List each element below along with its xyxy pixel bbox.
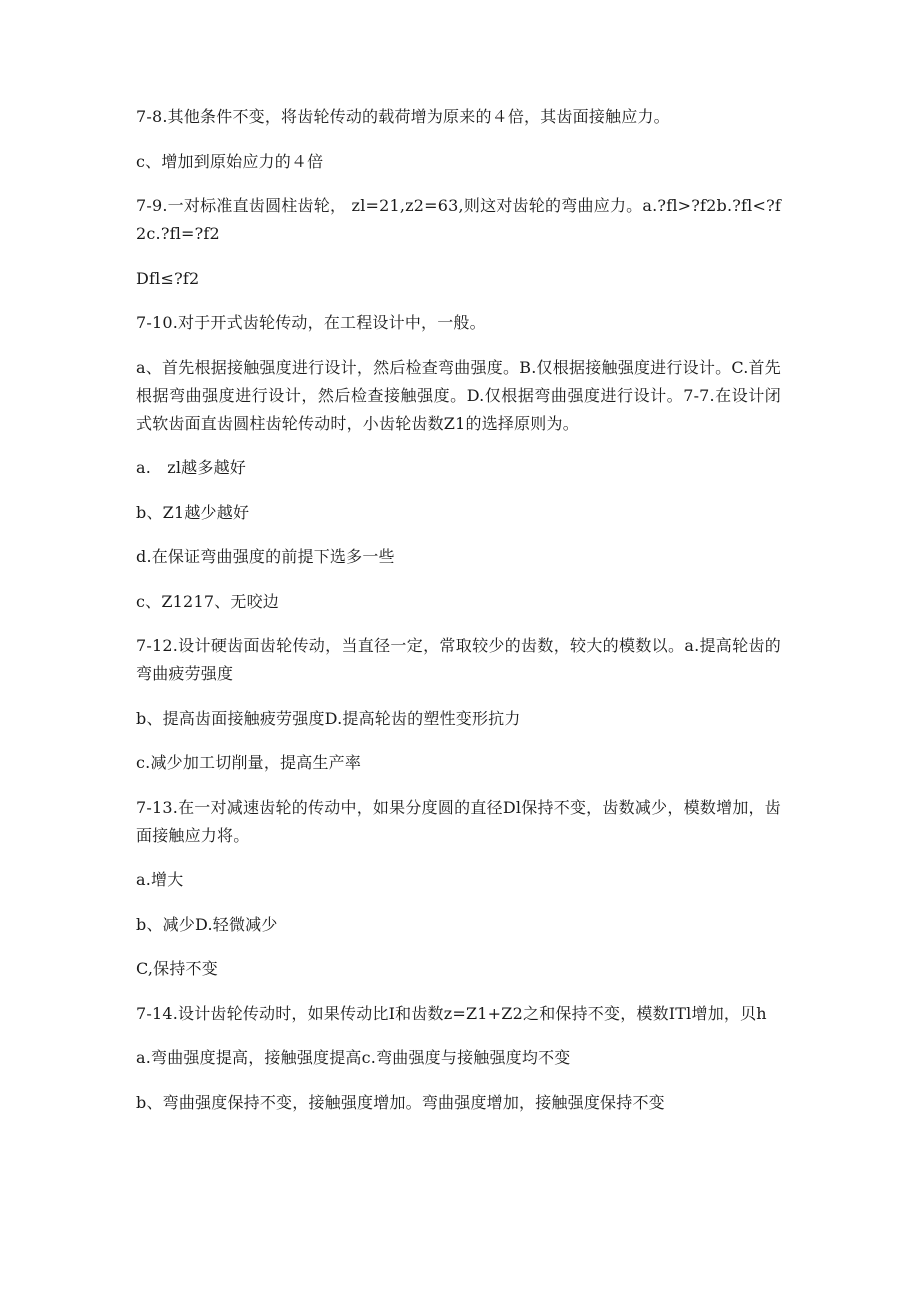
answer-option: c.减少加工切削量，提高生产率 — [136, 753, 362, 772]
question-7-8: 7-8.其他条件不变，将齿轮传动的载荷增为原来的４倍，其齿面接触应力。 — [136, 107, 670, 126]
answer-option: a.弯曲强度提高，接触强度提高c.弯曲强度与接触强度均不变 — [136, 1048, 571, 1067]
answer-option: a.增大 — [136, 870, 184, 889]
answer-option: d.在保证弯曲强度的前提下选多一些 — [136, 547, 395, 566]
answer-option: Dfl≤?f2 — [136, 268, 200, 288]
question-7-14: 7-14.设计齿轮传动时，如果传动比I和齿数z=Z1+Z2之和保持不变，模数ITl增加，贝h — [136, 1003, 767, 1023]
answer-option: c、增加到原始应力的４倍 — [136, 151, 324, 171]
question-7-13: 7-13.在一对减速齿轮的传动中，如果分度圆的直径Dl保持不变，齿数减少，模数增加，齿面接触应力将。 — [136, 797, 781, 845]
answer-option: C,保持不变 — [136, 959, 218, 978]
question-7-10: 7-10.对于开式齿轮传动，在工程设计中，一般。 — [136, 313, 486, 332]
answer-option: c、Z1217、无咬边 — [136, 591, 279, 611]
question-7-12: 7-12.设计硬齿面齿轮传动，当直径一定，常取较少的齿数，较大的模数以。a.提高轮齿的弯曲疲劳强度 — [136, 636, 781, 683]
answer-option: b、弯曲强度保持不变，接触强度增加。弯曲强度增加，接触强度保持不变 — [136, 1092, 665, 1112]
answer-options-block: a、首先根据接触强度进行设计，然后检查弯曲强度。B.仅根据接触强度进行设计。C.首先根据弯曲强度进行设计，然后检查接触强度。D.仅根据弯曲强度进行设计。7-7.在设计闭式软齿面直齿圆柱齿轮传动时，小齿轮齿数Z1的选择原则为。 — [136, 357, 781, 433]
answer-option: b、Z1越少越好 — [136, 502, 250, 522]
answer-option: a. zl越多越好 — [136, 458, 246, 477]
question-7-9: 7-9.一对标准直齿圆柱齿轮， zl=21,z2=63,则这对齿轮的弯曲应力。a.?fl>?f2b.?fl<?f2c.?fl=?f2 — [136, 196, 781, 243]
document-body — [136, 103, 781, 1133]
answer-option: b、减少D.轻微减少 — [136, 914, 278, 934]
answer-option: b、提高齿面接触疲劳强度D.提高轮齿的塑性变形抗力 — [136, 708, 521, 728]
